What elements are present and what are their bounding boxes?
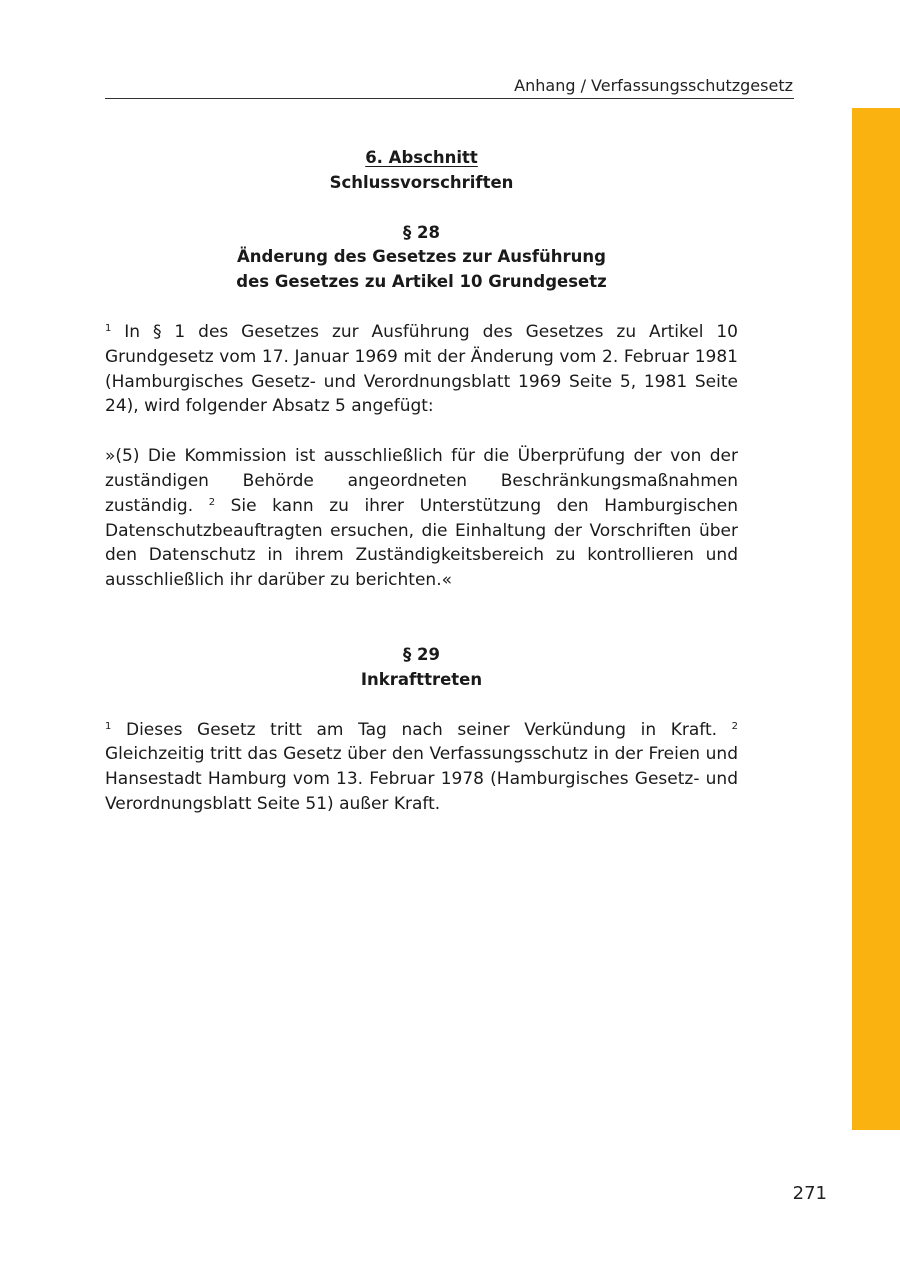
paragraph-28-title-line2: des Gesetzes zu Artikel 10 Grundgesetz [236,272,607,292]
page-content [105,146,738,817]
running-header: Anhang / Verfassungsschutzgesetz [514,76,793,95]
paragraph-28-sentence-1: In § 1 des Gesetzes zur Ausführung des Gesetzes zu Artikel 10 Grundgesetz vom 17. Januar 1969 mit der Änderung vom 2. Februar 1981 (Hamburgisches Gesetz- und Verordnungsblatt 1969 Seite 5, 1981 Seite 24), wird folgender Absatz 5 angefügt: [105,321,738,417]
paragraph-29-number: § 29 [403,644,440,664]
sentence-number: 1 [105,322,112,334]
section-number: 6. Abschnitt [365,148,478,167]
quote-sentence-2: Sie kann zu ihrer Unterstützung den Hamburgischen Datenschutzbeauftragten ersuchen, die Einhaltung der Vorschriften über den Datenschutz in ihrem Zuständigkeitsbereich zu kontrollieren und ausschließlich ihr darüber zu berichten.« [105,495,738,591]
paragraph-29-sentence-2: Gleichzeitig tritt das Gesetz über den Verfassungsschutz in der Freien und Hansestadt Hamburg vom 13. Februar 1978 (Hamburgisches Gesetz- und Verordnungsblatt Seite 51) außer Kraft. [105,744,738,814]
section-title: Schlussvorschriften [329,172,514,192]
paragraph-29-sentence-1: Dieses Gesetz tritt am Tag nach seiner Verkündung in Kraft. [111,719,732,740]
paragraph-29-text [105,718,738,817]
paragraph-28-quoted-amendment [105,444,738,593]
page-number: 271 [792,1183,827,1204]
header-rule [105,98,794,99]
sentence-number: 2 [208,496,216,508]
paragraph-28-text [105,320,738,419]
paragraph-29-title: Inkrafttreten [360,669,483,689]
sentence-number: 1 [105,720,112,732]
quote-sentence-1: »(5) Die Kommission ist ausschließlich für die Überprüfung der von der zuständigen Behörde angeordneten Beschränkungsmaßnahmen zuständig. [105,446,738,516]
chapter-side-tab [852,108,900,1130]
paragraph-28-number: § 28 [403,222,440,242]
paragraph-28-title-line1: Änderung des Gesetzes zur Ausführung [237,247,606,267]
sentence-number: 2 [731,720,738,732]
